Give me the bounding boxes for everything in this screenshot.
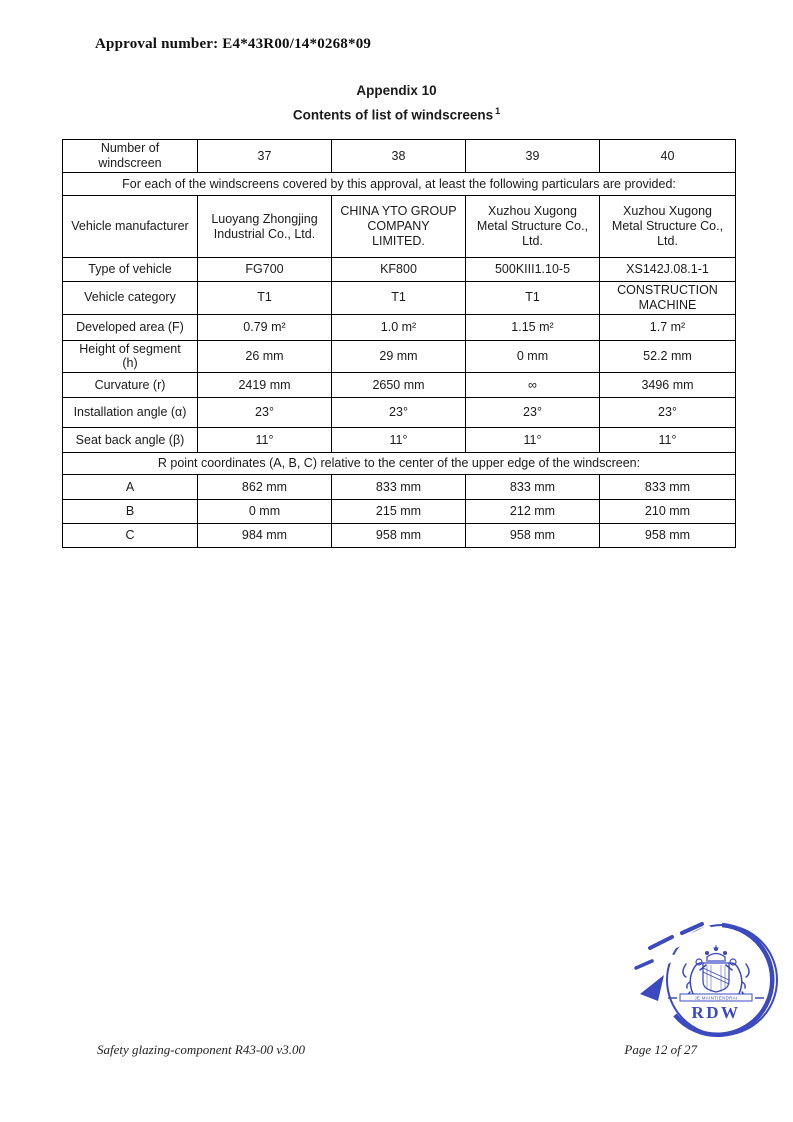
cell: 1.15 m² <box>466 314 600 340</box>
cell: 0 mm <box>466 340 600 373</box>
cell: 1.0 m² <box>332 314 466 340</box>
table-row <box>63 500 736 524</box>
cell: 23° <box>600 398 736 428</box>
cell: FG700 <box>198 258 332 282</box>
cell: 23° <box>198 398 332 428</box>
cell: KF800 <box>332 258 466 282</box>
cell: 833 mm <box>332 475 466 500</box>
cell: 23° <box>332 398 466 428</box>
cell: 11° <box>332 428 466 453</box>
row-label: Vehicle category <box>63 282 198 315</box>
table-row <box>63 398 736 428</box>
cell: 958 mm <box>600 524 736 548</box>
cell: 11° <box>198 428 332 453</box>
row-label: C <box>63 524 198 548</box>
cell: 52.2 mm <box>600 340 736 373</box>
page-title <box>0 106 793 123</box>
cell: 26 mm <box>198 340 332 373</box>
cell: T1 <box>332 282 466 315</box>
table-row <box>63 282 736 315</box>
row-label: Height of segment (h) <box>63 340 198 373</box>
footer-document-id: Safety glazing-component R43-00 v3.00 <box>97 1042 305 1057</box>
cell: T1 <box>198 282 332 315</box>
row-label: Installation angle (α) <box>63 398 198 428</box>
cell: CHINA YTO GROUP COMPANY LIMITED. <box>332 196 466 258</box>
cell: 0 mm <box>198 500 332 524</box>
cell: 958 mm <box>332 524 466 548</box>
cell: 984 mm <box>198 524 332 548</box>
table-row <box>63 373 736 398</box>
cell: 500KIII1.10-5 <box>466 258 600 282</box>
table-row <box>63 258 736 282</box>
cell: 2650 mm <box>332 373 466 398</box>
cell: 2419 mm <box>198 373 332 398</box>
row-label: Curvature (r) <box>63 373 198 398</box>
cell: 3496 mm <box>600 373 736 398</box>
r-point-note: R point coordinates (A, B, C) relative to the center of the upper edge of the windscreen: <box>63 453 736 475</box>
table-row <box>63 173 736 196</box>
rdw-stamp-graphic <box>630 920 780 1040</box>
row-label: Seat back angle (β) <box>63 428 198 453</box>
cell: Xuzhou Xugong Metal Structure Co., Ltd. <box>466 196 600 258</box>
cell: 23° <box>466 398 600 428</box>
page-title-text: Contents of list of windscreens <box>292 107 494 123</box>
cell: Luoyang Zhongjing Industrial Co., Ltd. <box>198 196 332 258</box>
cell: 862 mm <box>198 475 332 500</box>
table-row <box>63 453 736 475</box>
cell: 210 mm <box>600 500 736 524</box>
table-row <box>63 428 736 453</box>
cell: 11° <box>466 428 600 453</box>
table-row <box>63 196 736 258</box>
column-header: 37 <box>198 140 332 173</box>
table-note: For each of the windscreens covered by this approval, at least the following particulars are provided: <box>63 173 736 196</box>
row-label: Number of windscreen <box>63 140 198 173</box>
crown-icon <box>706 945 727 961</box>
rdw-text: RDW <box>691 1003 741 1022</box>
motto-banner <box>668 994 764 1001</box>
table-row <box>63 314 736 340</box>
cell: T1 <box>466 282 600 315</box>
table-row <box>63 524 736 548</box>
footer-page-number: Page 12 of 27 <box>624 1042 697 1057</box>
column-header: 38 <box>332 140 466 173</box>
cell: 212 mm <box>466 500 600 524</box>
footnote-reference: 1 <box>495 106 501 116</box>
column-header: 39 <box>466 140 600 173</box>
cell: ∞ <box>466 373 600 398</box>
cell: 11° <box>600 428 736 453</box>
cell: XS142J.08.1-1 <box>600 258 736 282</box>
approval-number: Approval number: E4*43R00/14*0268*09 <box>95 36 372 52</box>
cell: 1.7 m² <box>600 314 736 340</box>
row-label: Developed area (F) <box>63 314 198 340</box>
page-footer <box>97 1042 697 1058</box>
shield-icon <box>703 963 729 992</box>
row-label: A <box>63 475 198 500</box>
rdw-stamp <box>630 920 780 1040</box>
wedge-icon <box>640 975 664 1001</box>
cell: 833 mm <box>466 475 600 500</box>
table-row <box>63 475 736 500</box>
title-block <box>0 83 793 123</box>
appendix-title: Appendix 10 <box>356 83 437 98</box>
cell: CONSTRUCTION MACHINE <box>600 282 736 315</box>
cell: 215 mm <box>332 500 466 524</box>
row-label: Type of vehicle <box>63 258 198 282</box>
table-row <box>63 140 736 173</box>
cell: Xuzhou Xugong Metal Structure Co., Ltd. <box>600 196 736 258</box>
cell: 0.79 m² <box>198 314 332 340</box>
windscreens-table <box>62 139 736 548</box>
cell: 29 mm <box>332 340 466 373</box>
table-row <box>63 340 736 373</box>
cell: 958 mm <box>466 524 600 548</box>
row-label: Vehicle manufacturer <box>63 196 198 258</box>
cell: 833 mm <box>600 475 736 500</box>
motto-text: JE MAINTIENDRAI <box>694 995 738 1001</box>
column-header: 40 <box>600 140 736 173</box>
row-label: B <box>63 500 198 524</box>
